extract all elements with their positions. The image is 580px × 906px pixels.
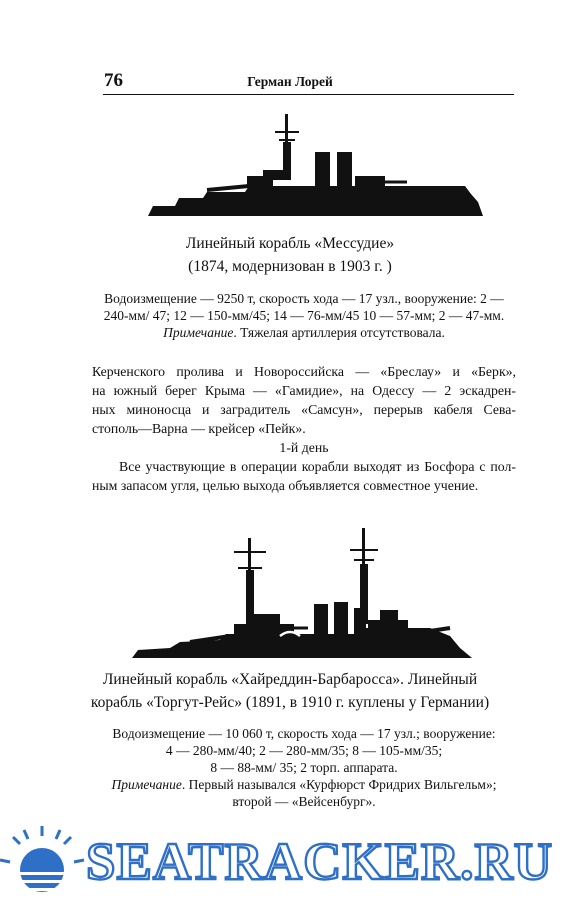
note-label: Примечание [111, 777, 182, 792]
ship-silhouette-messudieh [145, 106, 490, 220]
note-text: . Первый назывался «Курфюрст Фридрих Вильгельм»; [181, 777, 497, 792]
note-label: Примечание [163, 325, 234, 340]
body-line: Все участвующие в операции корабли выходят из Босфора с пол- [119, 459, 516, 474]
ship1-specifications [80, 290, 528, 341]
body-line: стополь—Варна — крейсер «Пейк». [92, 421, 306, 436]
watermark-text: SEATRACKER.RU [86, 833, 553, 891]
running-header-author: Герман Лорей [247, 74, 333, 89]
ship1-spec-line: Водоизмещение — 9250 т, скорость хода — 17 узл., вооружение: 2 — [104, 291, 504, 306]
ship-silhouette-barbarossa [130, 524, 482, 664]
note-text: . Тяжелая артиллерия отсутствовала. [233, 325, 445, 340]
day-heading: 1-й день [279, 440, 329, 455]
ship1-caption-name: Линейный корабль «Мессудие» [185, 235, 395, 252]
ship2-spec-line: 8 — 88-мм/ 35; 2 торп. аппарата. [210, 760, 398, 775]
ship2-note [80, 776, 528, 793]
ship2-spec-line: Водоизмещение — 10 060 т, скорость хода — 17 узл.; вооружение: [112, 726, 496, 741]
body-line: Керченского пролива и Новороссийска — «Бреслау» и «Берк», [92, 364, 516, 379]
ship1-spec-line: 240-мм/ 47; 12 — 150-мм/45; 14 — 76-мм/45 10 — 57-мм; 2 — 47-мм. [103, 308, 505, 323]
ship2-caption-years: корабль «Торгут-Рейс» (1891, в 1910 г. куплены у Германии) [90, 694, 490, 711]
page-number: 76 [104, 70, 123, 91]
body-paragraph [92, 362, 516, 495]
body-line: ных миноносца и заградитель «Самсун», перерыв кабеля Сева- [92, 402, 516, 417]
ship2-caption-name: Линейный корабль «Хайреддин-Барбаросса». Линейный [102, 671, 478, 688]
ship2-note-continued: второй — «Вейсенбург». [232, 794, 376, 809]
header-rule [103, 94, 514, 95]
ship2-specifications [80, 725, 528, 810]
body-line: ным запасом угля, целью выхода объявляется совместное учение. [92, 478, 479, 493]
ship1-caption-years: (1874, модернизован в 1903 г. ) [188, 258, 392, 275]
body-line: на южный берег Крыма — «Гамидие», на Одессу — 2 эскадрен- [92, 383, 516, 398]
ship1-note [80, 324, 528, 341]
ship2-spec-line: 4 — 280-мм/40; 2 — 280-мм/35; 8 — 105-мм/35; [165, 743, 443, 758]
